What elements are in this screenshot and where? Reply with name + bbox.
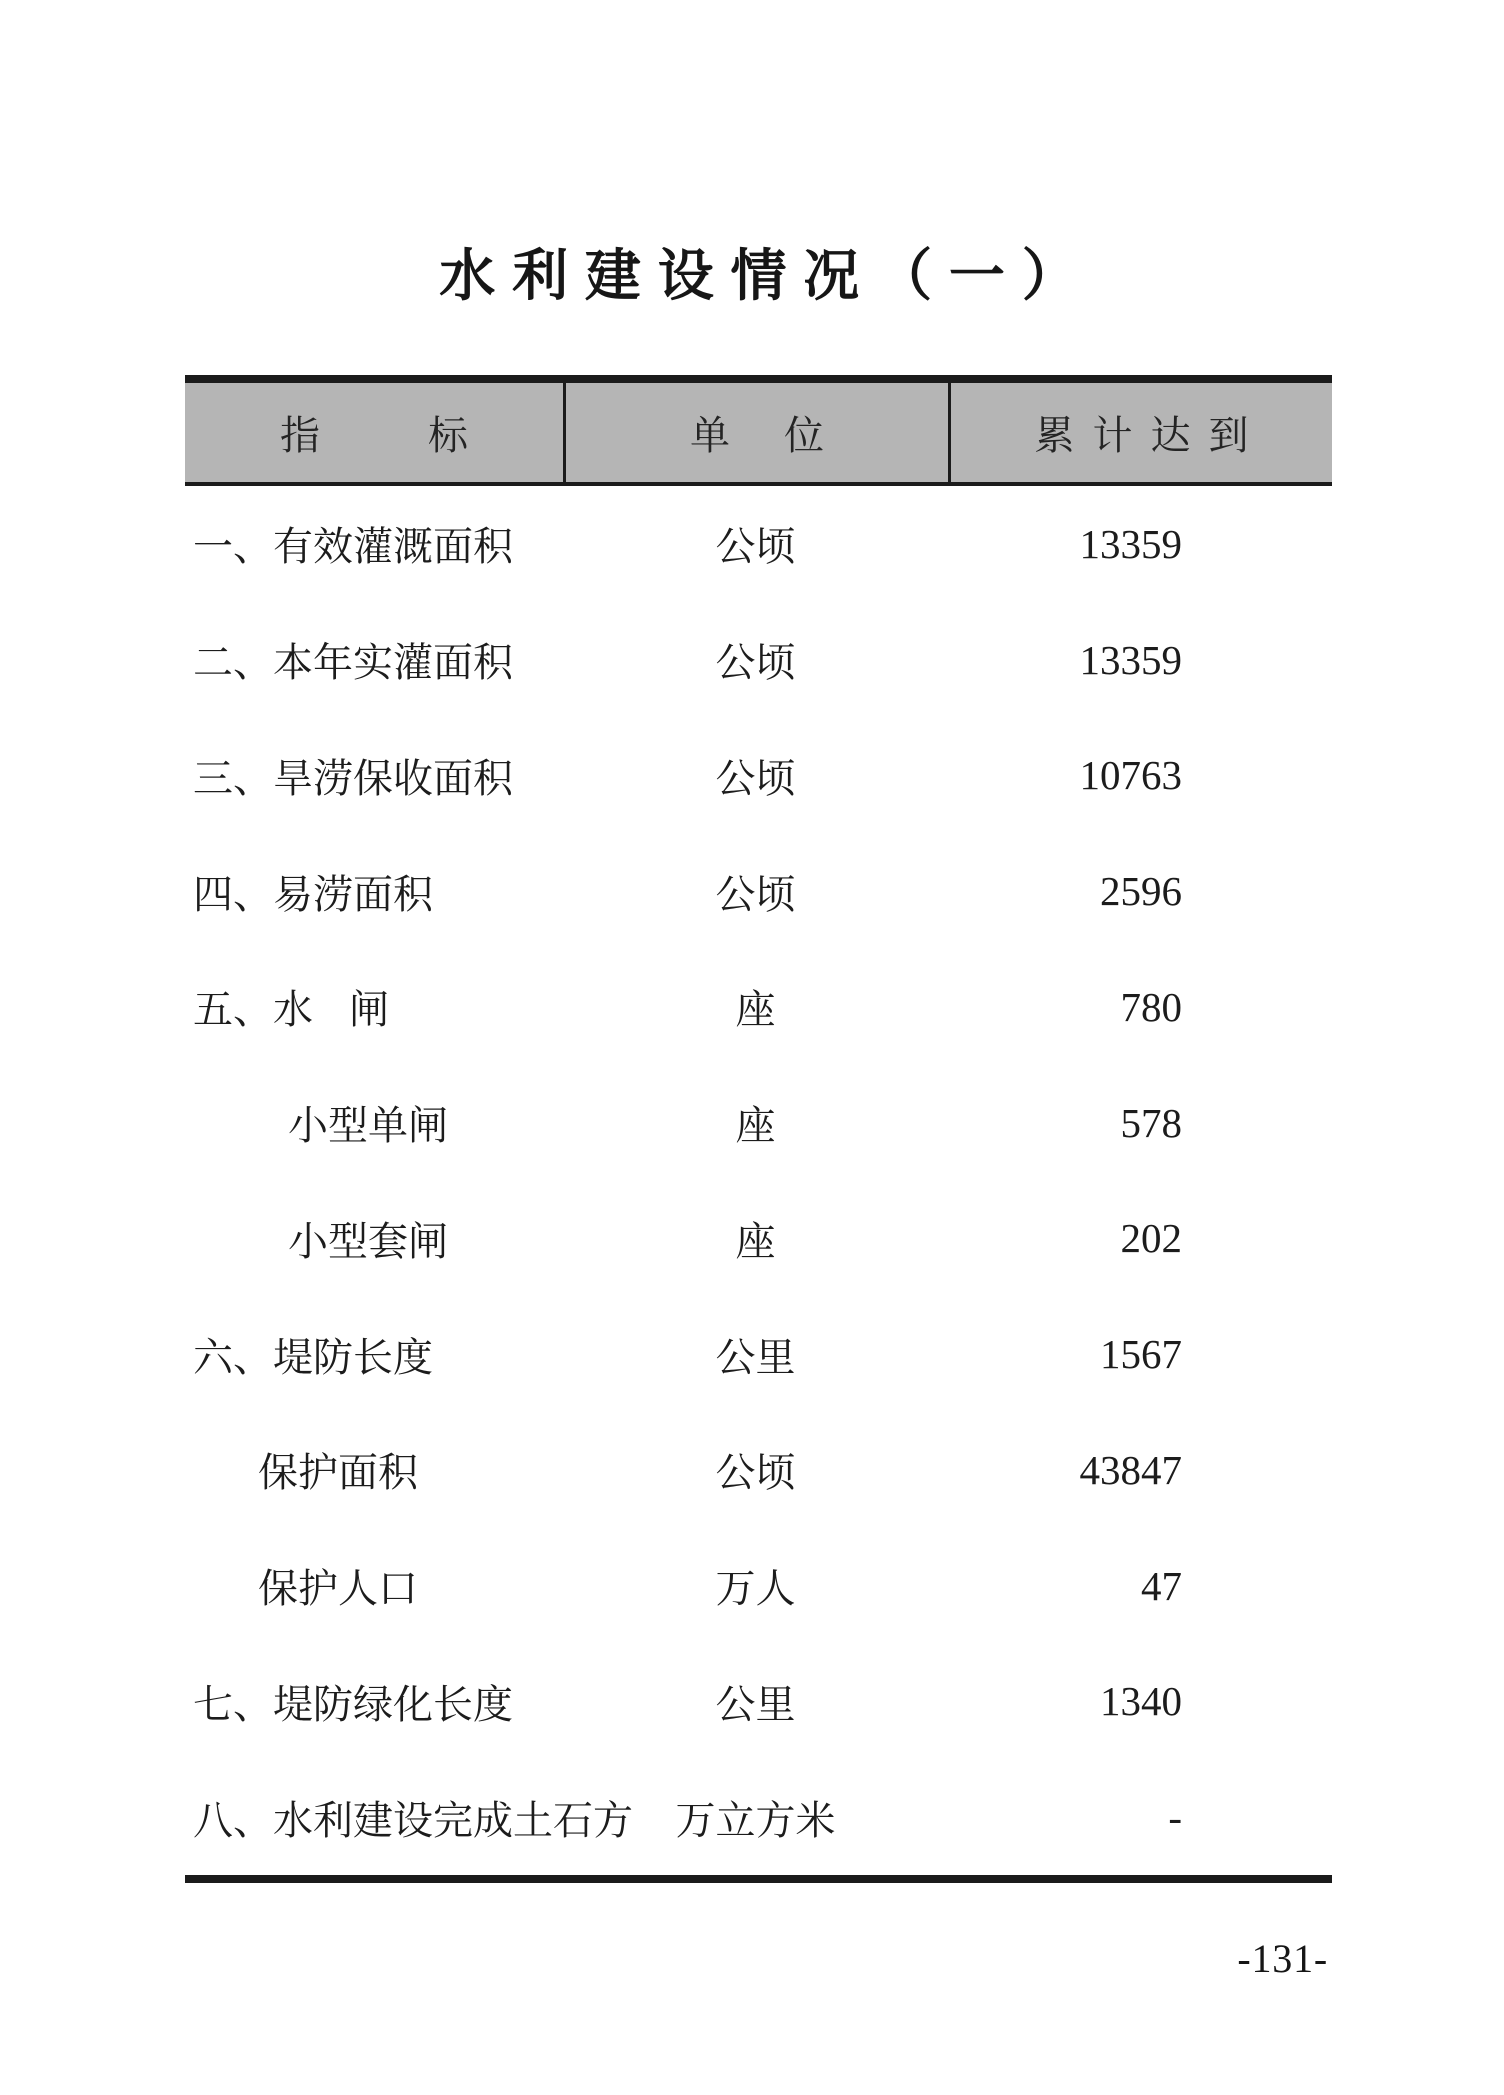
value-cell: 780: [1120, 983, 1182, 1030]
value-cell: 2596: [1100, 868, 1182, 915]
unit-cell: 座: [735, 1218, 776, 1264]
unit-cell: 公顷: [715, 755, 796, 801]
unit-cell: 座: [735, 1103, 776, 1149]
indicator-cell: 小型单闸: [288, 1103, 448, 1149]
table-row: [185, 486, 1332, 602]
unit-cell: 公顷: [715, 640, 796, 686]
page-number: -131-: [1237, 1936, 1328, 1981]
unit-cell: 公顷: [715, 524, 796, 570]
value-cell: 10763: [1079, 752, 1182, 799]
unit-cell: 座: [735, 987, 776, 1033]
table-row: [185, 718, 1332, 834]
header-cumulative: 累 计 达 到: [948, 383, 1332, 482]
indicator-cell: 六、堤防长度: [193, 1334, 433, 1380]
unit-cell: 公顷: [715, 871, 796, 917]
value-cell: 1567: [1100, 1331, 1182, 1378]
unit-cell: 公里: [715, 1681, 796, 1727]
indicator-cell: 二、本年实灌面积: [193, 640, 513, 686]
value-cell: 1340: [1100, 1678, 1182, 1725]
unit-cell: 公里: [715, 1334, 796, 1380]
value-cell: 43847: [1079, 1446, 1182, 1493]
unit-cell: 公顷: [715, 1450, 796, 1496]
table-row: [185, 1644, 1332, 1760]
table-row: [185, 949, 1332, 1065]
unit-cell: 万人: [715, 1566, 796, 1612]
table-body: [185, 486, 1332, 1883]
value-cell: 202: [1120, 1215, 1182, 1262]
table-row: [185, 1412, 1332, 1528]
indicator-cell: 四、易涝面积: [193, 871, 433, 917]
table-row: [185, 833, 1332, 949]
table-row: [185, 1296, 1332, 1412]
value-cell: 13359: [1079, 520, 1182, 567]
table-row: [185, 602, 1332, 718]
indicator-cell: 小型套闸: [288, 1218, 448, 1264]
table-row: [185, 1759, 1332, 1875]
indicator-cell: 三、旱涝保收面积: [193, 755, 513, 801]
table-row: [185, 1528, 1332, 1644]
value-cell: 578: [1120, 1099, 1182, 1146]
table-header-row: [185, 375, 1332, 486]
header-indicator: 指 标: [280, 413, 468, 458]
value-cell: 47: [1141, 1562, 1182, 1609]
table-row: [185, 1181, 1332, 1297]
indicator-cell: 七、堤防绿化长度: [193, 1681, 513, 1727]
stats-table: [185, 375, 1332, 1883]
indicator-cell: 一、有效灌溉面积: [193, 524, 513, 570]
table-row: [185, 1065, 1332, 1181]
value-cell: -: [1168, 1794, 1182, 1841]
page-title: 水利建设情况（一）: [439, 246, 1095, 308]
value-cell: 13359: [1079, 636, 1182, 683]
indicator-cell: 保护人口: [258, 1566, 418, 1612]
indicator-cell: 五、水 闸: [193, 987, 389, 1033]
indicator-cell: 保护面积: [258, 1450, 418, 1496]
unit-cell: 万立方米: [675, 1797, 836, 1843]
header-unit: 单 位: [563, 383, 948, 482]
indicator-cell: 八、水利建设完成土石方: [193, 1797, 633, 1843]
